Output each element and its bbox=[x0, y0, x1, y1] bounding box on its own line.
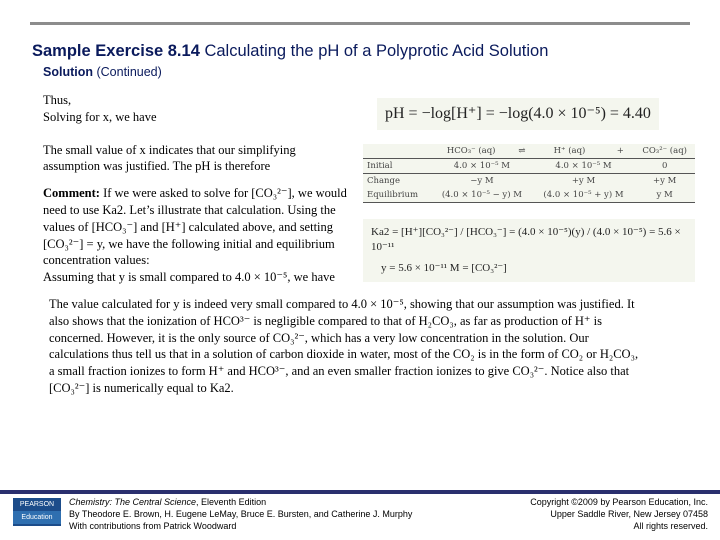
main-content bbox=[43, 92, 695, 397]
right-column bbox=[363, 92, 695, 282]
table-row: Initial 4.0 × 10⁻⁵ M 4.0 × 10⁻⁵ M 0 bbox=[363, 159, 695, 174]
footer-copyright: Copyright ©2009 by Pearson Education, Inc. Upper Saddle River, New Jersey 07458 All rights reserved. bbox=[530, 497, 708, 531]
text-solving: Solving for x, we have bbox=[43, 109, 157, 124]
pearson-logo: PEARSON Education bbox=[13, 498, 61, 526]
conclusion-paragraph: The value calculated for y is indeed very small compared to 4.0 × 10⁻⁵, showing that our assumption was justified. It also shows that the ionization of HCO³⁻ is negligible compared to that of H₂CO₃, as far as production of H⁺ is concerned. However, it is the only source of CO₃²⁻, which has a very low concentration in the solution. Our calculations thus tell us that in a solution of carbon dioxide in water, most of the CO₂ is in the form of CO₂ or H₂CO₃, a small fraction ionizes to form H⁺ and HCO³⁻, and an even smaller fraction ionizes to give CO₃²⁻. Notice also that [CO₃²⁻] is numerically equal to Ka2. bbox=[49, 296, 639, 395]
ice-header-row: HCO₃⁻ (aq) ⇌ H⁺ (aq) + CO₃²⁻ (aq) bbox=[446, 146, 687, 156]
footer-citation: Chemistry: The Central Science, Eleventh Edition By Theodore E. Brown, H. Eugene LeMay, Bruce E. Bursten, and Catherine J. Murphy With contributions from Patrick Woodward bbox=[69, 497, 413, 531]
left-column bbox=[43, 92, 355, 286]
ice-table bbox=[363, 144, 695, 203]
text-small-value: The small value of x indicates that our simplifying assumption was justified. The pH is therefore bbox=[43, 142, 296, 174]
table-row: Change −y M +y M +y M bbox=[367, 176, 677, 186]
two-column-area bbox=[43, 92, 695, 286]
comment-text: Comment: If we were asked to solve for [CO₃²⁻], we would need to use Ka2. Let’s illustrate that calculation. Using the values of [HCO₃⁻] and [H⁺] calculated above, and setting [CO₃²⁻] = y, we have the following initial and equilibrium concentration values: bbox=[43, 186, 347, 268]
top-divider bbox=[30, 22, 690, 25]
text-assuming: Assuming that y is small compared to 4.0 × 10⁻⁵, we have bbox=[43, 270, 335, 285]
table-row: Equilibrium (4.0 × 10⁻⁵ − y) M (4.0 × 10⁻⁵ + y) M y M bbox=[363, 188, 695, 203]
footer-divider bbox=[0, 490, 720, 494]
text-thus: Thus, bbox=[43, 93, 72, 107]
y-line: y = 5.6 × 10⁻¹¹ M = [CO₃²⁻] bbox=[381, 262, 507, 274]
ka2-line: Ka2 = [H⁺][CO₃²⁻] / [HCO₃⁻] = (4.0 × 10⁻⁵)(y) / (4.0 × 10⁻⁵) = 5.6 × 10⁻¹¹ bbox=[371, 226, 681, 253]
ka2-equation bbox=[363, 219, 695, 282]
page-title: Sample Exercise 8.14 Calculating the pH of a Polyprotic Acid Solution bbox=[32, 42, 549, 60]
subtitle: Solution (Continued) bbox=[43, 65, 162, 79]
ph-equation: pH = −log[H⁺] = −log(4.0 × 10⁻⁵) = 4.40 bbox=[377, 98, 659, 130]
